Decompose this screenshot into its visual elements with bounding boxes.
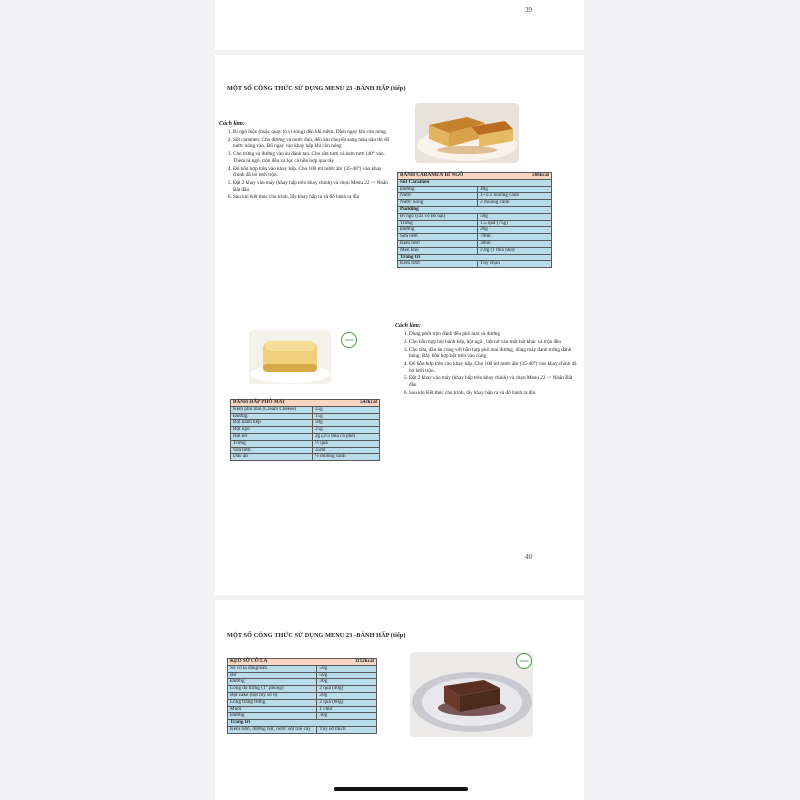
table-row	[231, 406, 380, 413]
table-row	[231, 440, 380, 447]
amount-cell: 50g	[317, 672, 377, 679]
step-item: 3. Cho sữa, dầu ăn cùng với hỗn hợp phô mai đường, dùng máy đánh trứng đánh bông. Rây hỗn hợp bột trên vào cùng	[409, 347, 577, 360]
recipe-kcal: 1112kcal	[354, 658, 374, 664]
home-indicator[interactable]	[334, 787, 468, 791]
steps-list-caramen	[219, 129, 393, 202]
chocolate-cake-photo	[410, 652, 533, 737]
table-row	[398, 200, 552, 207]
page-number: 40	[525, 553, 532, 561]
amount-cell: 35ml	[312, 447, 379, 454]
ingredient-cell: Nước nóng	[398, 200, 478, 207]
ingredient-cell: Đường	[231, 413, 313, 420]
amount-cell: 30g	[317, 713, 377, 720]
amount-cell: 40g	[478, 186, 552, 193]
page-title: MỘT SỐ CÔNG THỨC SỬ DỤNG MENU 23 -BÁNH HẤP (tiếp)	[227, 85, 406, 92]
table-row	[231, 454, 380, 461]
ingredient-cell: Đường	[228, 713, 317, 720]
ingredient-cell: Đường	[398, 186, 478, 193]
amount-cell: 30ml	[478, 240, 552, 247]
ingredient-cell: Bột ngô	[231, 427, 313, 434]
recipe-kcal: 543kcal	[359, 399, 377, 405]
recipe-name: BÁNH CARAMEN BÍ NGÔ	[400, 172, 464, 178]
amount-cell: ½ muỗng canh	[312, 454, 379, 461]
ingredient-cell: Đường	[228, 679, 317, 686]
ingredient-cell: Bột nở	[231, 433, 313, 440]
ingredient-cell: Nước	[398, 193, 478, 200]
page-39	[215, 0, 584, 50]
table-row	[398, 186, 552, 193]
amount-cell: 25g	[312, 427, 379, 434]
ingredient-cell: Men khô	[398, 247, 478, 254]
ingredient-cell: Trứng	[398, 220, 478, 227]
amount-cell: 50g	[312, 420, 379, 427]
brand-logo-icon: TAKIO	[341, 332, 357, 348]
ingredient-cell: Bột bánh kếp	[231, 420, 313, 427]
amount-cell: 2 muỗng canh	[478, 200, 552, 207]
ingredient-cell: Kem tươi	[398, 240, 478, 247]
table-row	[398, 234, 552, 241]
step-item: 6. Sau khi Kết thúc chu trình, lấy khay hấp ra và đổ bánh ra đĩa	[409, 390, 577, 397]
table-row	[231, 420, 380, 427]
brand-logo-icon: TAKIO	[516, 653, 532, 669]
step-item: 4. Đổ hỗn hợp trên vào khay hấp. Cho 100 ml nước ấm (35-40°) vào khay chính đã bỏ lưới trộn.	[233, 166, 393, 179]
step-item: 2. Cho hỗn hợp bột bánh kếp, bột ngô , bột nở vào một bát khác và trộn đều	[409, 339, 577, 346]
section-title: Pudding	[398, 206, 552, 213]
ingredient-cell: Lòng đỏ trứng (1° phòng)	[228, 686, 317, 693]
table-row	[228, 726, 377, 733]
ingredient-cell: Kem tươi, đường bột, nước sốt trái cây	[228, 726, 317, 733]
recipe-name: BÁNH HẤP PHÔ MAI	[233, 399, 285, 405]
table-row	[231, 433, 380, 440]
ingredient-cell: Sô cô la đắng/sữa	[228, 665, 317, 672]
amount-cell: 20g	[478, 227, 552, 234]
ingredient-cell: Trứng	[231, 440, 313, 447]
amount-cell: 15g	[312, 413, 379, 420]
ingredient-cell: Lòng trắng trứng	[228, 699, 317, 706]
amount-cell: 1.5 quả (75g)	[478, 220, 552, 227]
caramen-cake-photo	[415, 103, 519, 163]
ingredient-cell: Sữa tươi	[398, 234, 478, 241]
ingredient-cell: Dầu ăn	[231, 454, 313, 461]
amount-cell: Tùy chọn	[478, 261, 552, 268]
steps-heading: Cách làm:	[219, 121, 245, 127]
page-number: 39	[525, 6, 532, 14]
amount-cell: 25g	[312, 406, 379, 413]
recipe-table-chocolate	[227, 658, 377, 734]
table-row	[398, 227, 552, 234]
step-item: 5. Đặt 2 khay vào máy (khay hấp trên khay chính) và chọn Menu 22 -> Nhấn Bắt đầu	[233, 180, 393, 193]
step-item: 6. Sau khi Kết thúc chu trình, lấy khay hấp ra và đổ bánh ra đĩa	[233, 194, 393, 201]
page-41	[215, 600, 584, 800]
table-row	[228, 706, 377, 713]
amount-cell: 1 chút	[317, 706, 377, 713]
section-title: Sốt Caramen	[398, 179, 552, 186]
step-item: 4. Đổ hỗn hợp trên vào khay hấp. Cho 100 ml nước ấm (35-40°) vào khay chính đã bỏ lưới trộn.	[409, 361, 577, 374]
table-row	[398, 247, 552, 254]
recipe-table-caramen	[397, 172, 552, 268]
table-row	[398, 213, 552, 220]
recipe-table-cheese	[230, 399, 380, 461]
table-row	[228, 672, 377, 679]
amount-cell: 20g	[317, 692, 377, 699]
ingredient-cell: Bí ngô (cắt vỏ bỏ hạt)	[398, 213, 478, 220]
ingredient-cell: Bột cake (bột mỳ số 8)	[228, 692, 317, 699]
table-row	[231, 427, 380, 434]
ingredient-cell: Kem phô mai (Cream Cheese)	[231, 406, 313, 413]
table-row	[231, 447, 380, 454]
page-40	[215, 55, 584, 595]
amount-cell: ½ quả	[312, 440, 379, 447]
amount-cell: 2g (2/3 thìa cà phê)	[312, 433, 379, 440]
table-row	[398, 261, 552, 268]
amount-cell: Tùy sở thích	[317, 726, 377, 733]
amount-cell: 2 quả (40g)	[317, 686, 377, 693]
cheese-cake-photo	[249, 330, 331, 384]
ingredient-cell: Muối	[228, 706, 317, 713]
ingredient-cell: Kem tươi	[398, 261, 478, 268]
amount-cell: 70ml	[478, 234, 552, 241]
amount-cell: 50g	[478, 213, 552, 220]
page-title: MỘT SỐ CÔNG THỨC SỬ DỤNG MENU 23 -BÁNH HẤP (tiếp)	[227, 632, 406, 639]
steps-list-cheese	[395, 331, 577, 397]
step-item: 1. Dùng phới trộn đánh đều phô mai và đường	[409, 331, 577, 338]
amount-cell: 30g	[317, 679, 377, 686]
table-row	[398, 220, 552, 227]
section-title: Trang trí	[398, 254, 552, 261]
amount-cell: 50g	[317, 665, 377, 672]
steps-heading: Cách làm:	[395, 323, 421, 329]
ingredient-cell: Sữa tươi	[231, 447, 313, 454]
step-item: 5. Đặt 2 khay vào máy (khay hấp trên khay chính) và chọn Menu 22 -> Nhấn Bắt đầu	[409, 375, 577, 388]
ingredient-cell: Đường	[398, 227, 478, 234]
ingredient-cell: Bơ	[228, 672, 317, 679]
amount-cell: 2 quả (60g)	[317, 699, 377, 706]
recipe-name: KẸO SÔ CÔ LA	[230, 658, 268, 664]
amount-cell: 2.8g (1 thìa nhỏ)	[478, 247, 552, 254]
amount-cell: 1+1/2 muỗng canh	[478, 193, 552, 200]
section-title: Trang trí	[228, 720, 377, 727]
step-item: 2. Sốt caramen: Cho đường và nước đun, đến khi chuyển sang màu nâu thì đổ nước nóng vào. Đổ ngay vào khay hấp khi còn nóng	[233, 137, 393, 150]
recipe-kcal: 566kcal	[531, 172, 549, 178]
step-item: 1. Bí ngô luộc (hoặc quay lò vi sóng) đến khi mềm. Dằm ngay khi còn nóng.	[233, 129, 393, 136]
table-row	[228, 699, 377, 706]
table-row	[228, 665, 377, 672]
step-item: 3. Cho trứng và đường vào âu đánh tan. Cho sữa tươi và kem tươi (40° vào. Thêm bí ngô, trộn đều và lọc cả hỗn hợp qua rây	[233, 151, 393, 164]
table-row	[398, 240, 552, 247]
